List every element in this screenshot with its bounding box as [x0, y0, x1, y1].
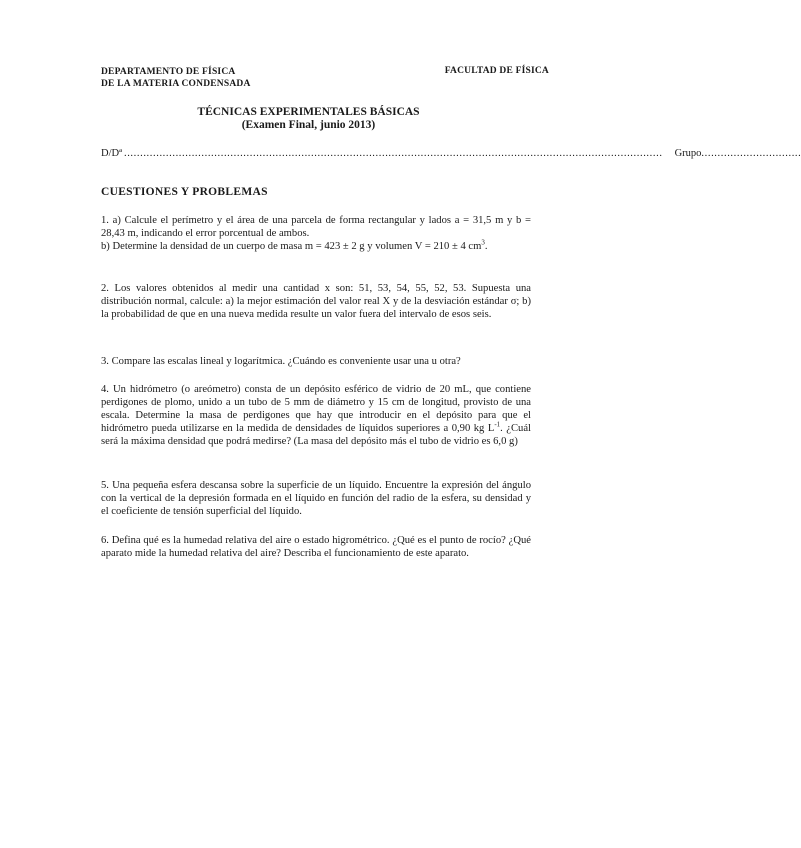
- question-3: 3. Compare las escalas lineal y logarítmica. ¿Cuándo es conveniente usar una u otra?: [101, 356, 461, 367]
- group-blank: ...............................: [701, 148, 801, 159]
- faculty-header: FACULTAD DE FÍSICA: [444, 66, 549, 76]
- question-4: 4. Un hidrómetro (o areómetro) consta de un depósito esférico de vidrio de 20 mL, que contiene perdigones de plomo, unido a un tubo de 5 mm de diámetro y 15 cm de longitud, provisto de una escala. Determine la masa de perdigones que hay que introducir en el depósito para que el hidrómetro pueda utilizarse en la medida de densidades de líquidos superiores a 0,90 kg $L^{-1}$. ¿Cuál será la máxima densidad que podrá medirse? (La masa del depósito más el tubo de vidrio es 6,0 g): [101, 384, 532, 447]
- question-1b: b) Determine la densidad de un cuerpo de masa m = 423 ± 2 g y volumen V = 210 ± 4 $cm^3$.: [101, 238, 488, 252]
- department-line-2: DE LA MATERIA CONDENSADA: [101, 78, 251, 89]
- section-title: CUESTIONES Y PROBLEMAS: [101, 186, 268, 198]
- question-1: [101, 215, 531, 254]
- name-blank: .......................................................................................................................................................................: [123, 148, 663, 159]
- question-2: 2. Los valores obtenidos al medir una cantidad x son: 51, 53, 54, 55, 52, 53. Supuesta una distribución normal, calcule: a) la mejor estimación del valor real X y de la desviación estándar σ; b) la probabilidad de que en una nueva medida resulte un valor fuera del intervalo de esos seis.: [101, 283, 531, 320]
- question-6: 6. Defina qué es la humedad relativa del aire o estado higrométrico. ¿Qué es el punto de rocío? ¿Qué aparato mide la humedad relativa del aire? Describa el funcionamiento de este aparato.: [101, 535, 531, 559]
- name-label: D/Dª: [101, 148, 122, 159]
- question-5: 5. Una pequeña esfera descansa sobre la superficie de un líquido. Encuentre la expresión del ángulo con la vertical de la depresión formada en el líquido en función del radio de la esfera, su densidad y el coeficiente de tensión superficial del líquido.: [101, 480, 531, 517]
- exam-title-sub: (Examen Final, junio 2013): [241, 119, 376, 131]
- department-header: [101, 67, 251, 90]
- department-line-1: DEPARTAMENTO DE FÍSICA: [101, 67, 236, 77]
- group-label: Grupo: [674, 148, 702, 159]
- question-1a: 1. a) Calcule el perímetro y el área de una parcela de forma rectangular y lados a = 31,5 m y b = 28,43 m, indicando el error porcentual de ambos.: [101, 215, 531, 239]
- exam-title: [0, 106, 617, 132]
- exam-title-main: TÉCNICAS EXPERIMENTALES BÁSICAS: [197, 106, 420, 118]
- student-name-line: [101, 148, 801, 159]
